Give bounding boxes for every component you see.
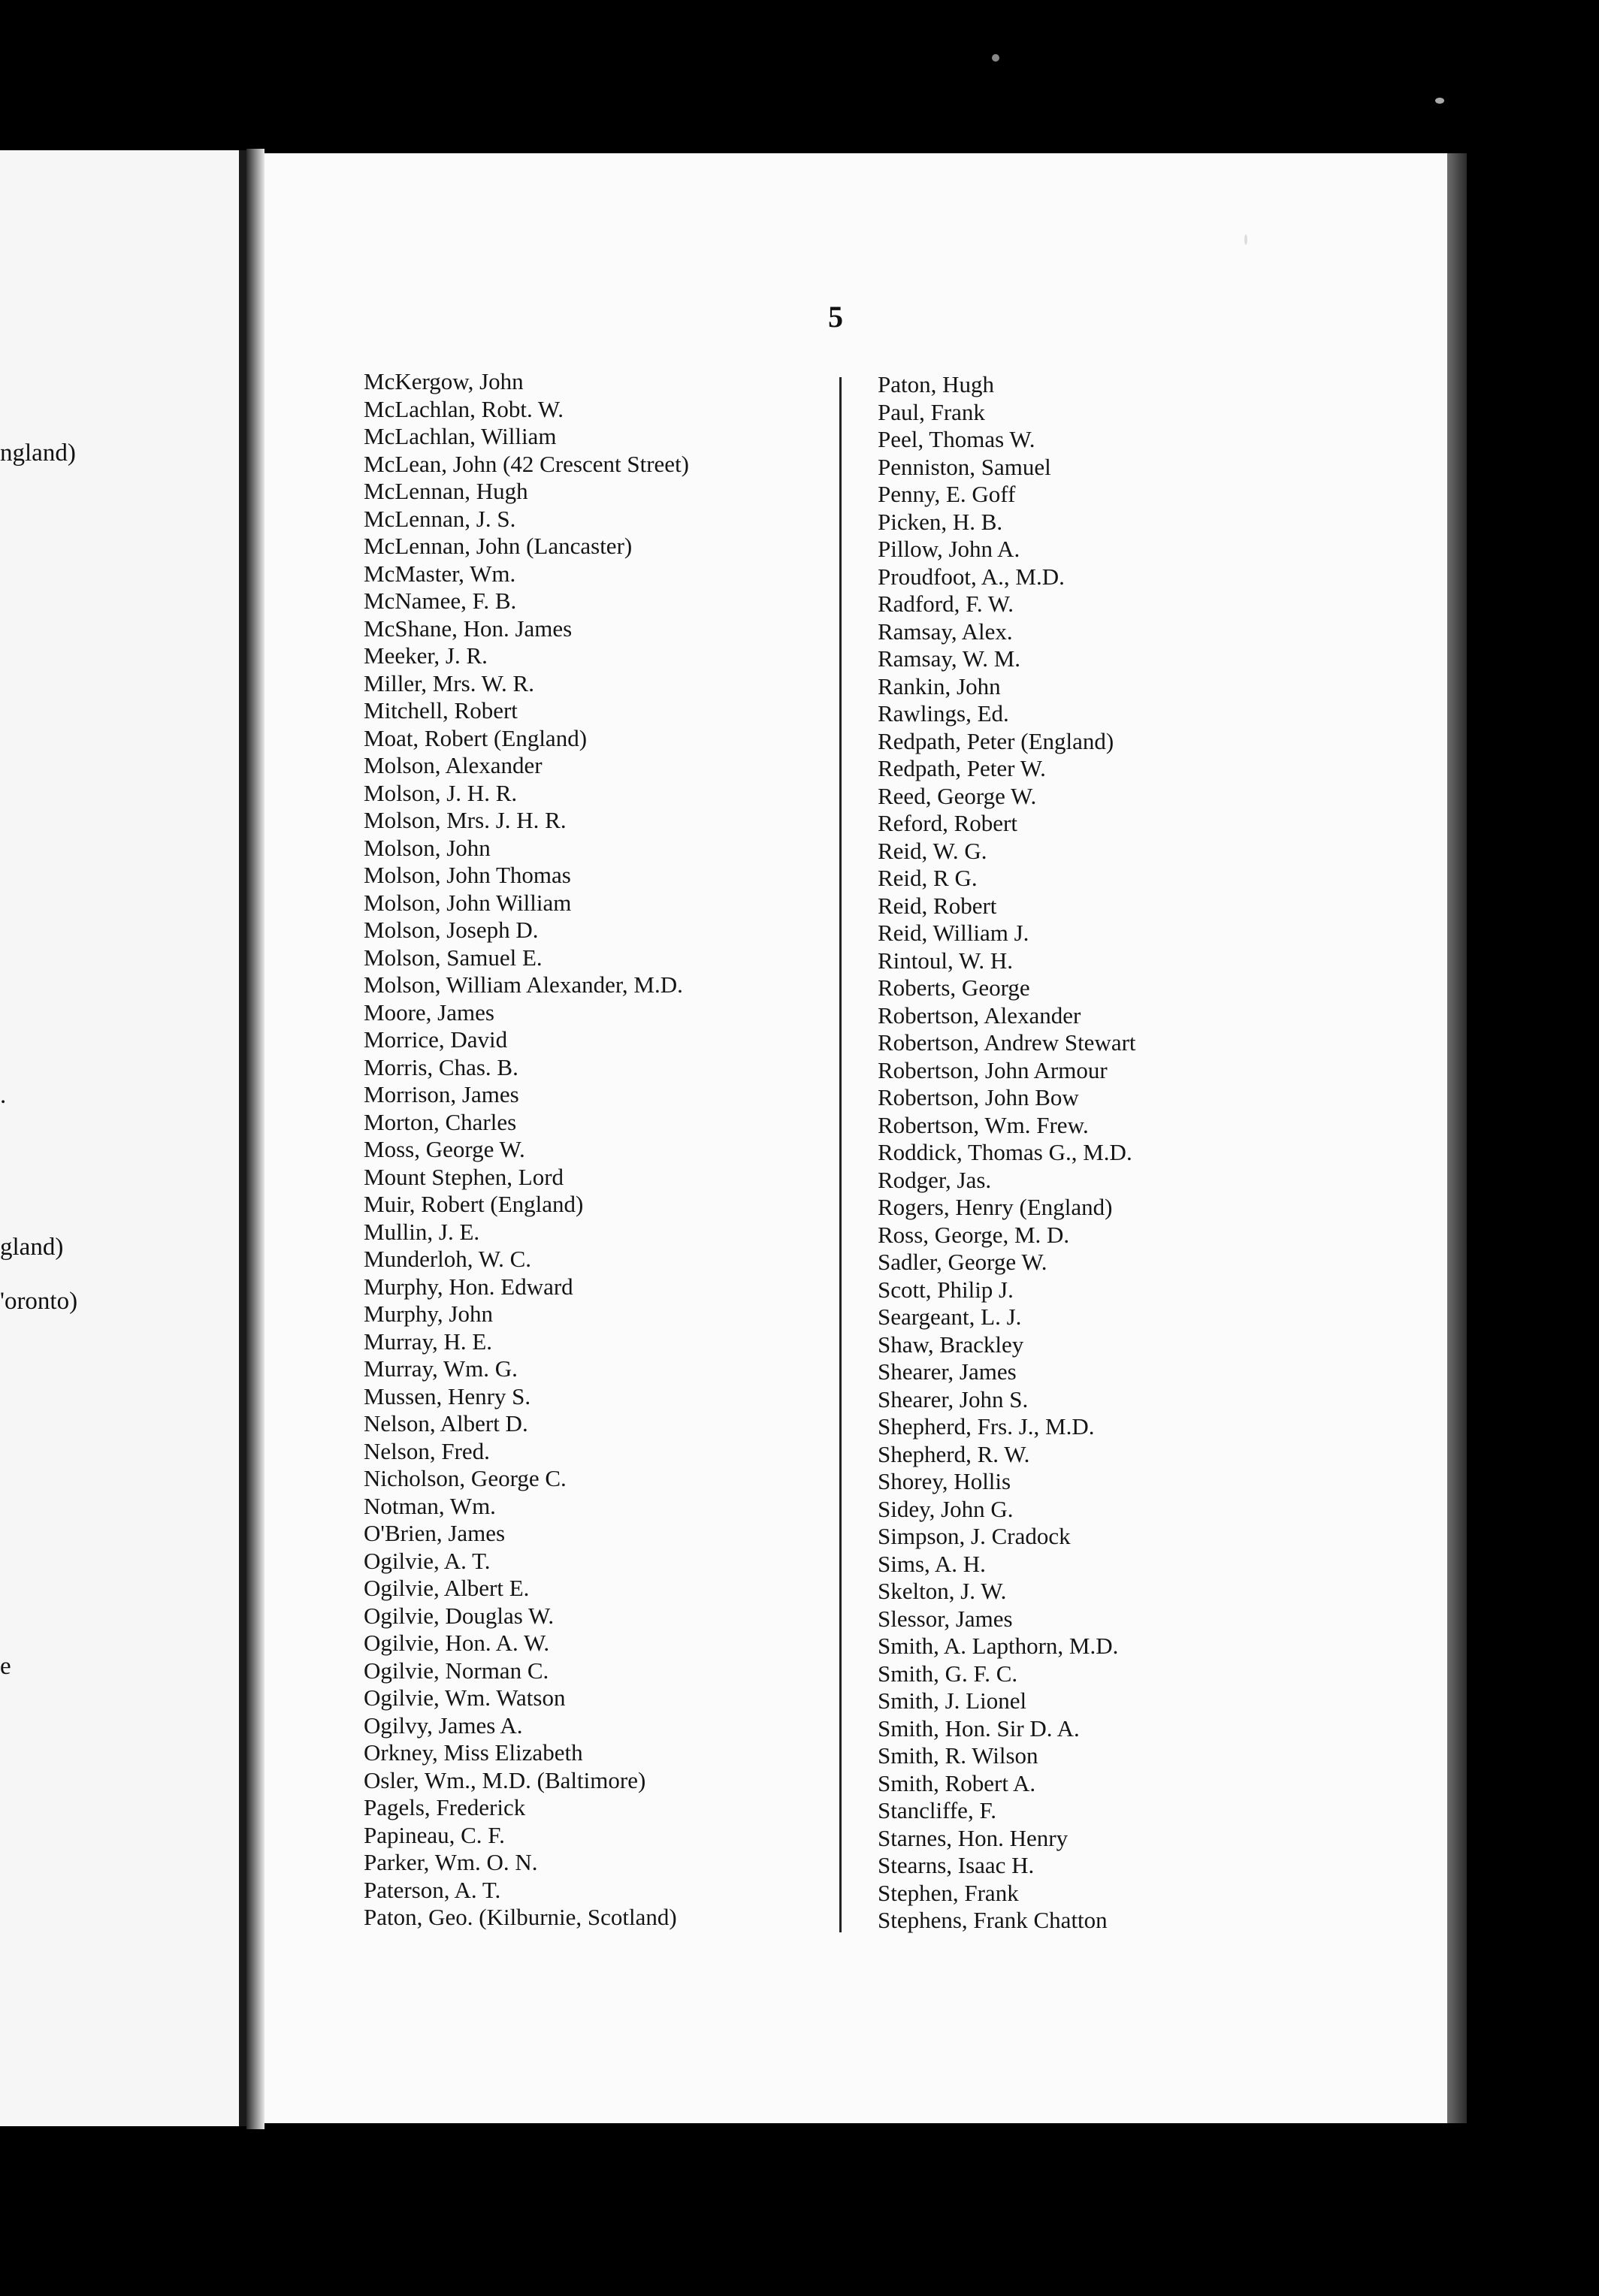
list-item: Ogilvie, Norman C. [364, 1657, 549, 1684]
list-item: Shearer, John S. [878, 1385, 1029, 1412]
list-item: Robertson, Wm. Frew. [878, 1111, 1089, 1138]
list-item: Paul, Frank [878, 398, 985, 425]
scan-speck [1435, 98, 1444, 104]
list-item: Smith, Hon. Sir D. A. [878, 1714, 1080, 1742]
list-item: Pagels, Frederick [364, 1794, 526, 1820]
list-item: Stearns, Isaac H. [878, 1852, 1035, 1878]
list-item: Mount Stephen, Lord [364, 1163, 564, 1190]
list-item: Smith, A. Lapthorn, M.D. [878, 1633, 1119, 1659]
list-item: Molson, John Thomas [364, 862, 571, 888]
list-item: McLachlan, Robt. W. [364, 395, 564, 422]
list-item: Morton, Charles [364, 1108, 517, 1135]
left-facing-page [0, 150, 246, 2126]
list-item: Ogilvie, Albert E. [364, 1575, 530, 1601]
list-item: O'Brien, James [364, 1520, 506, 1546]
list-item: Paton, Geo. (Kilburnie, Scotland) [364, 1904, 677, 1930]
list-item: Molson, Samuel E. [364, 944, 543, 971]
list-item: Sims, A. H. [878, 1550, 986, 1577]
list-item: Moss, George W. [364, 1136, 525, 1162]
list-item: Murphy, John [364, 1301, 493, 1327]
list-item: Pillow, John A. [878, 536, 1020, 562]
list-item: Muir, Robert (England) [364, 1191, 584, 1217]
list-item: Molson, Mrs. J. H. R. [364, 807, 567, 833]
list-item: Shepherd, Frs. J., M.D. [878, 1413, 1095, 1440]
list-item: Penniston, Samuel [878, 453, 1051, 480]
list-item: Morrice, David [364, 1026, 508, 1053]
list-item: Shearer, James [878, 1358, 1017, 1385]
list-item: Mussen, Henry S. [364, 1382, 531, 1409]
list-item: Murray, H. E. [364, 1328, 493, 1355]
list-item: Reid, R G. [878, 865, 978, 891]
list-item: McLennan, John (Lancaster) [364, 533, 633, 559]
list-item: Molson, William Alexander, M.D. [364, 971, 683, 998]
list-item: Redpath, Peter W. [878, 755, 1046, 781]
list-item: Munderloh, W. C. [364, 1246, 532, 1272]
list-item: Orkney, Miss Elizabeth [364, 1739, 583, 1766]
list-item: Paton, Hugh [878, 371, 994, 397]
list-item: McKergow, John [364, 368, 524, 394]
list-item: Molson, J. H. R. [364, 779, 518, 806]
name-list-right-column [878, 371, 1136, 1935]
left-page-fragment: . [0, 1082, 7, 1109]
list-item: McLennan, J. S. [364, 505, 516, 532]
list-item: Nelson, Fred. [364, 1437, 490, 1464]
list-item: Smith, R. Wilson [878, 1742, 1038, 1769]
list-item: Radford, F. W. [878, 591, 1014, 617]
list-item: Redpath, Peter (England) [878, 727, 1114, 754]
list-item: Osler, Wm., M.D. (Baltimore) [364, 1766, 646, 1793]
list-item: Ogilvy, James A. [364, 1711, 523, 1739]
list-item: Rintoul, W. H. [878, 947, 1014, 974]
list-item: Ross, George, M. D. [878, 1221, 1070, 1248]
list-item: Reid, William J. [878, 920, 1029, 946]
list-item: Smith, Robert A. [878, 1769, 1036, 1796]
list-item: Smith, G. F. C. [878, 1660, 1018, 1687]
list-item: Robertson, Andrew Stewart [878, 1029, 1136, 1056]
list-item: Seargeant, L. J. [878, 1304, 1022, 1330]
list-item: Skelton, J. W. [878, 1578, 1007, 1604]
list-item: Morrison, James [364, 1081, 519, 1107]
list-item: Reid, Robert [878, 892, 997, 919]
page-edge-shadow [1447, 153, 1467, 2123]
list-item: Scott, Philip J. [878, 1276, 1014, 1303]
list-item: Rodger, Jas. [878, 1166, 992, 1193]
page-number: 5 [828, 300, 843, 334]
list-item: Stephen, Frank [878, 1879, 1019, 1906]
list-item: Picken, H. B. [878, 508, 1003, 535]
list-item: Shaw, Brackley [878, 1331, 1024, 1358]
list-item: Moore, James [364, 998, 494, 1026]
list-item: Papineau, C. F. [364, 1821, 505, 1848]
list-item: Simpson, J. Cradock [878, 1523, 1071, 1549]
list-item: Stancliffe, F. [878, 1797, 996, 1823]
list-item: Smith, J. Lionel [878, 1687, 1027, 1714]
list-item: Peel, Thomas W. [878, 426, 1035, 452]
list-item: Robertson, Alexander [878, 1001, 1081, 1029]
list-item: McShane, Hon. James [364, 615, 573, 642]
list-item: Ramsay, Alex. [878, 618, 1013, 645]
list-item: Miller, Mrs. W. R. [364, 669, 534, 696]
left-page-fragment: ngland) [0, 440, 76, 467]
list-item: McLennan, Hugh [364, 478, 528, 504]
list-item: Molson, Joseph D. [364, 917, 539, 943]
list-item: Reford, Robert [878, 810, 1017, 836]
list-item: Slessor, James [878, 1605, 1013, 1632]
list-item: Mullin, J. E. [364, 1218, 480, 1245]
left-page-fragment: gland) [0, 1234, 64, 1261]
list-item: Reid, W. G. [878, 837, 987, 864]
list-item: Ogilvie, A. T. [364, 1547, 491, 1574]
scan-speck [992, 54, 999, 62]
list-item: McLean, John (42 Crescent Street) [364, 450, 690, 477]
scan-speck [1244, 234, 1247, 245]
list-item: Murphy, Hon. Edward [364, 1273, 573, 1300]
list-item: Proudfoot, A., M.D. [878, 563, 1065, 590]
list-item: Notman, Wm. [364, 1492, 496, 1519]
list-item: Rankin, John [878, 672, 1001, 699]
list-item: Robertson, John Bow [878, 1084, 1079, 1110]
list-item: Penny, E. Goff [878, 481, 1016, 507]
column-divider [839, 377, 842, 1932]
binding-gutter [246, 149, 264, 2129]
list-item: Molson, John [364, 834, 491, 861]
list-item: Molson, Alexander [364, 752, 543, 778]
list-item: Sidey, John G. [878, 1495, 1014, 1522]
list-item: Nicholson, George C. [364, 1465, 567, 1491]
list-item: Parker, Wm. O. N. [364, 1849, 538, 1875]
list-item: Roddick, Thomas G., M.D. [878, 1139, 1132, 1165]
list-item: McLachlan, William [364, 423, 557, 449]
list-item: Ogilvie, Douglas W. [364, 1602, 555, 1629]
list-item: Ogilvie, Wm. Watson [364, 1684, 566, 1711]
list-item: Stephens, Frank Chatton [878, 1907, 1108, 1933]
list-item: Molson, John William [364, 889, 572, 916]
list-item: Shepherd, R. W. [878, 1440, 1030, 1467]
list-item: Rawlings, Ed. [878, 700, 1009, 727]
left-page-fragment: 'oronto) [0, 1288, 78, 1315]
left-page-fragment: e [0, 1653, 11, 1680]
list-item: Ramsay, W. M. [878, 645, 1021, 672]
list-item: McMaster, Wm. [364, 560, 516, 587]
list-item: Morris, Chas. B. [364, 1053, 518, 1080]
name-list-left-column [364, 368, 689, 1932]
list-item: Moat, Robert (England) [364, 724, 588, 751]
list-item: Shorey, Hollis [878, 1468, 1011, 1494]
list-item: Rogers, Henry (England) [878, 1194, 1113, 1220]
list-item: Sadler, George W. [878, 1249, 1047, 1275]
list-item: Mitchell, Robert [364, 697, 518, 724]
list-item: McNamee, F. B. [364, 588, 517, 614]
list-item: Ogilvie, Hon. A. W. [364, 1630, 550, 1656]
list-item: Nelson, Albert D. [364, 1410, 528, 1437]
list-item: Roberts, George [878, 974, 1030, 1001]
list-item: Reed, George W. [878, 782, 1037, 809]
list-item: Robertson, John Armour [878, 1056, 1108, 1083]
list-item: Murray, Wm. G. [364, 1355, 518, 1382]
list-item: Paterson, A. T. [364, 1876, 501, 1903]
list-item: Meeker, J. R. [364, 642, 488, 669]
list-item: Starnes, Hon. Henry [878, 1824, 1069, 1851]
